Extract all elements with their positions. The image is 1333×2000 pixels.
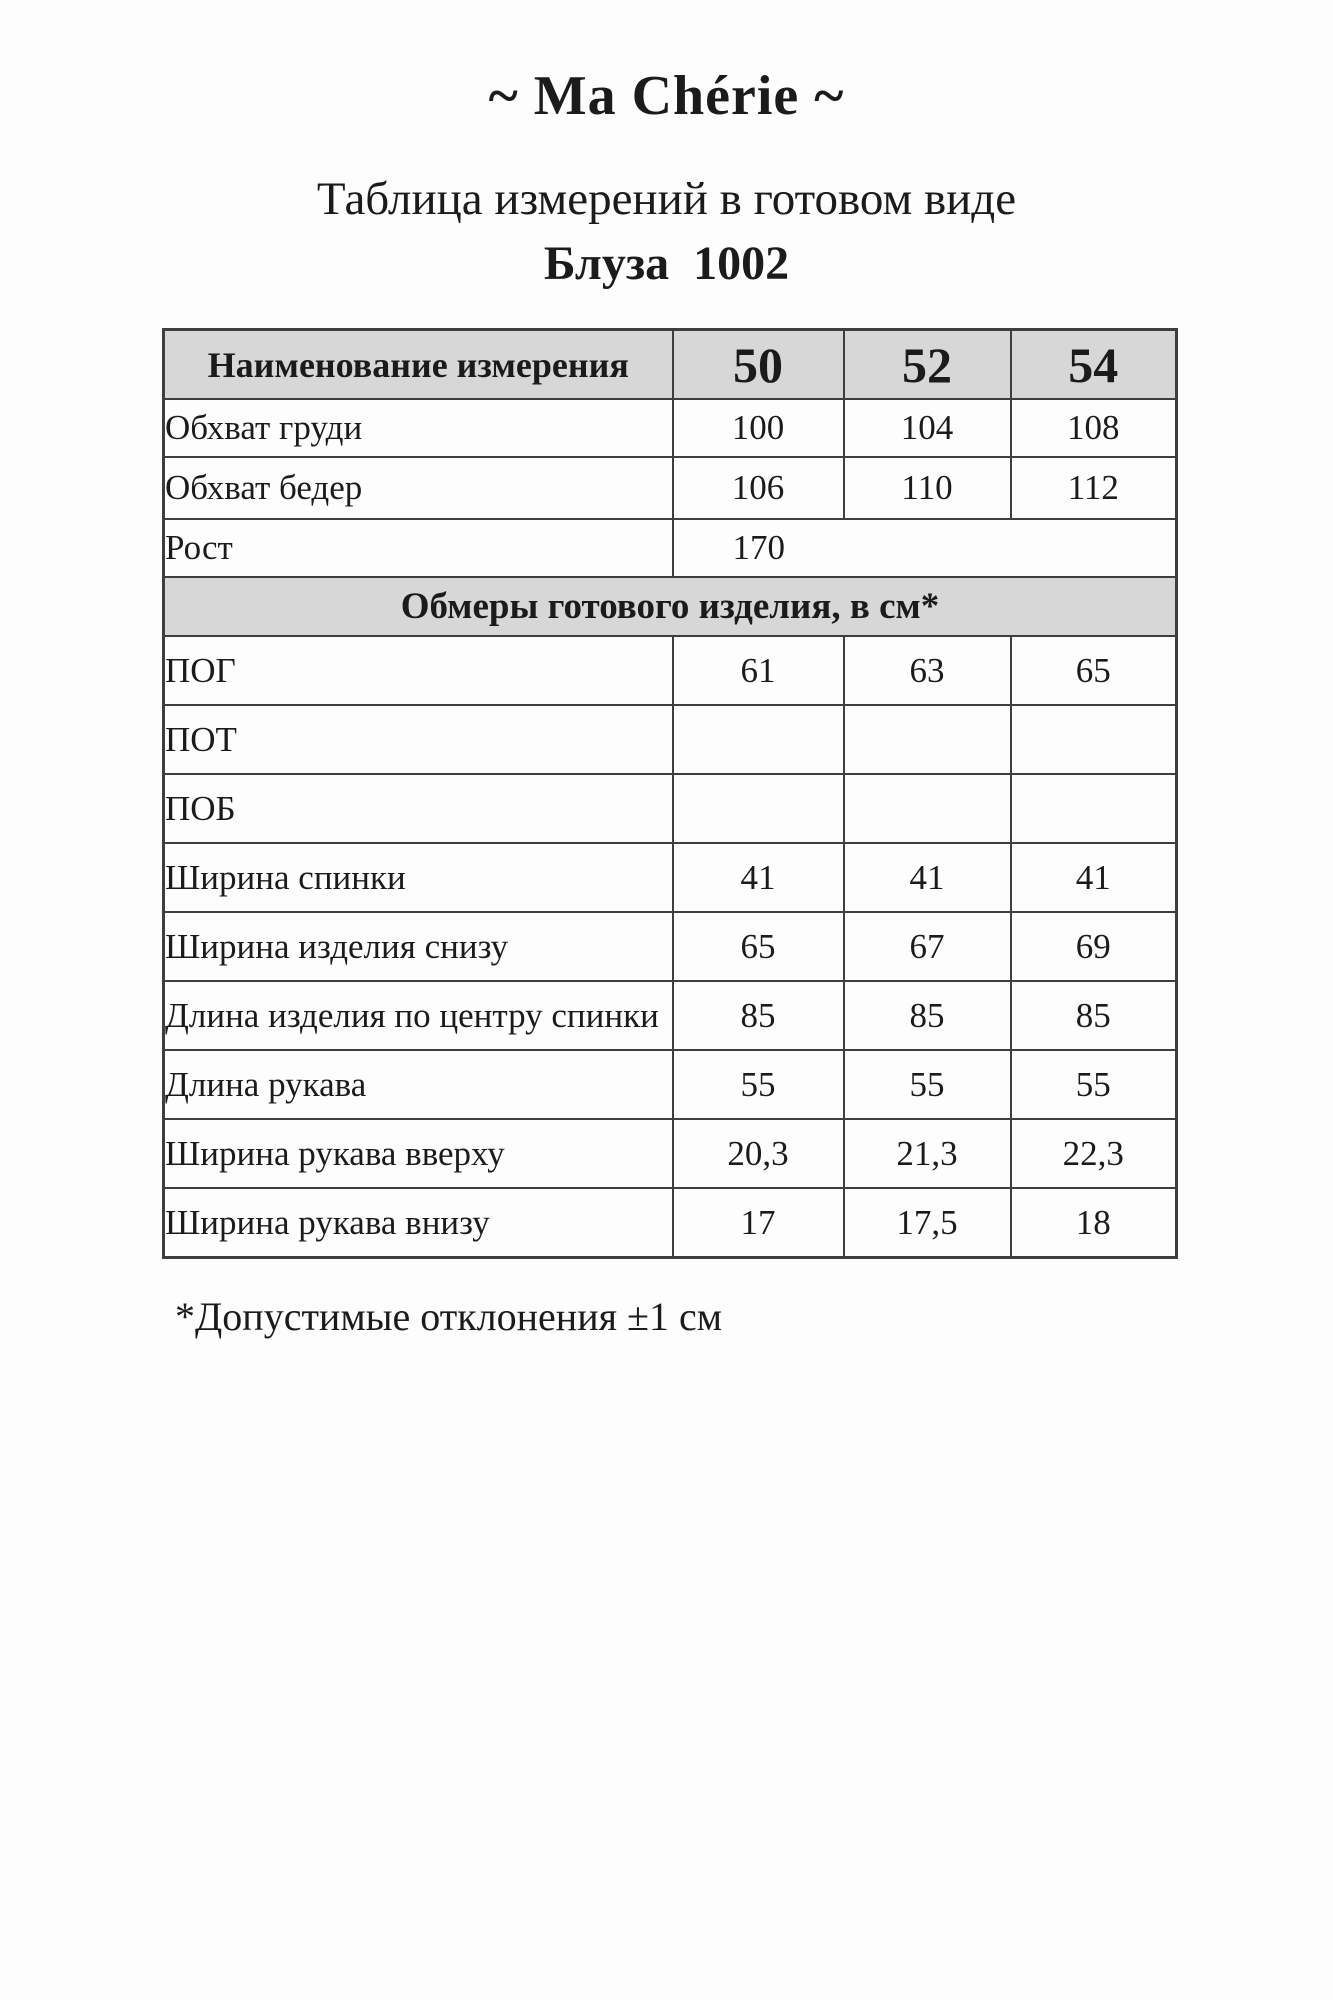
- cell-value: 18: [1011, 1188, 1177, 1257]
- cell-value: 65: [1011, 636, 1177, 705]
- row-label: Ширина изделия снизу: [164, 912, 673, 981]
- table-row: [164, 981, 1177, 1050]
- section-header-row: [164, 577, 1177, 636]
- cell-value: 63: [844, 636, 1011, 705]
- cell-value: 106: [673, 457, 844, 519]
- merged-height-cell: [673, 519, 1177, 577]
- cell-value: 85: [1011, 981, 1177, 1050]
- column-header-size-52: 52: [844, 329, 1011, 399]
- table-row: [164, 1119, 1177, 1188]
- cell-value: [673, 705, 844, 774]
- row-label: Рост: [164, 519, 673, 577]
- table-row: [164, 912, 1177, 981]
- cell-value: 65: [673, 912, 844, 981]
- row-label: Длина рукава: [164, 1050, 673, 1119]
- row-label: ПОТ: [164, 705, 673, 774]
- brand-title: ~ Ma Chérie ~: [488, 65, 845, 127]
- column-header-size-50: 50: [673, 329, 844, 399]
- table-row: [164, 843, 1177, 912]
- table-row: [164, 1188, 1177, 1257]
- row-label: Ширина рукава вверху: [164, 1119, 673, 1188]
- column-header-measurement-name: Наименование измерения: [164, 329, 673, 399]
- row-label: Обхват груди: [164, 399, 673, 457]
- cell-value: 20,3: [673, 1119, 844, 1188]
- cell-value: 17: [673, 1188, 844, 1257]
- table-row: [164, 399, 1177, 457]
- table-row: [164, 774, 1177, 843]
- cell-value: 85: [673, 981, 844, 1050]
- row-label: ПОБ: [164, 774, 673, 843]
- cell-value: 41: [844, 843, 1011, 912]
- cell-value: [673, 774, 844, 843]
- cell-value: 67: [844, 912, 1011, 981]
- cell-value: 55: [1011, 1050, 1177, 1119]
- row-label: Ширина рукава внизу: [164, 1188, 673, 1257]
- tolerance-footnote: *Допустимые отклонения ±1 см: [175, 1293, 723, 1339]
- table-row: [164, 457, 1177, 519]
- cell-value: 85: [844, 981, 1011, 1050]
- column-header-size-54: 54: [1011, 329, 1177, 399]
- cell-value: 100: [673, 399, 844, 457]
- cell-value: 69: [1011, 912, 1177, 981]
- cell-value: 17,5: [844, 1188, 1011, 1257]
- cell-value: 108: [1011, 399, 1177, 457]
- cell-value: 104: [844, 399, 1011, 457]
- table-row: [164, 705, 1177, 774]
- measurements-table: [162, 328, 1178, 1259]
- cell-value: [844, 774, 1011, 843]
- cell-value: [1011, 705, 1177, 774]
- row-label: Ширина спинки: [164, 843, 673, 912]
- row-label: Обхват бедер: [164, 457, 673, 519]
- cell-value: [1011, 774, 1177, 843]
- cell-value: 110: [844, 457, 1011, 519]
- cell-value: 55: [673, 1050, 844, 1119]
- cell-value: [844, 705, 1011, 774]
- table-row: [164, 636, 1177, 705]
- cell-value: 21,3: [844, 1119, 1011, 1188]
- table-row-height: [164, 519, 1177, 577]
- cell-value: 55: [844, 1050, 1011, 1119]
- cell-value: 61: [673, 636, 844, 705]
- product-title: Блуза 1002: [543, 236, 790, 290]
- cell-value: 112: [1011, 457, 1177, 519]
- row-label: Длина изделия по центру спинки: [164, 981, 673, 1050]
- table-header-row: [164, 329, 1177, 399]
- cell-value: 22,3: [1011, 1119, 1177, 1188]
- table-row: [164, 1050, 1177, 1119]
- page-subtitle: Таблица измерений в готовом виде: [316, 172, 1017, 225]
- height-value: 170: [732, 528, 785, 568]
- cell-value: 41: [673, 843, 844, 912]
- section-header: Обмеры готового изделия, в см*: [164, 577, 1177, 636]
- cell-value: 41: [1011, 843, 1177, 912]
- row-label: ПОГ: [164, 636, 673, 705]
